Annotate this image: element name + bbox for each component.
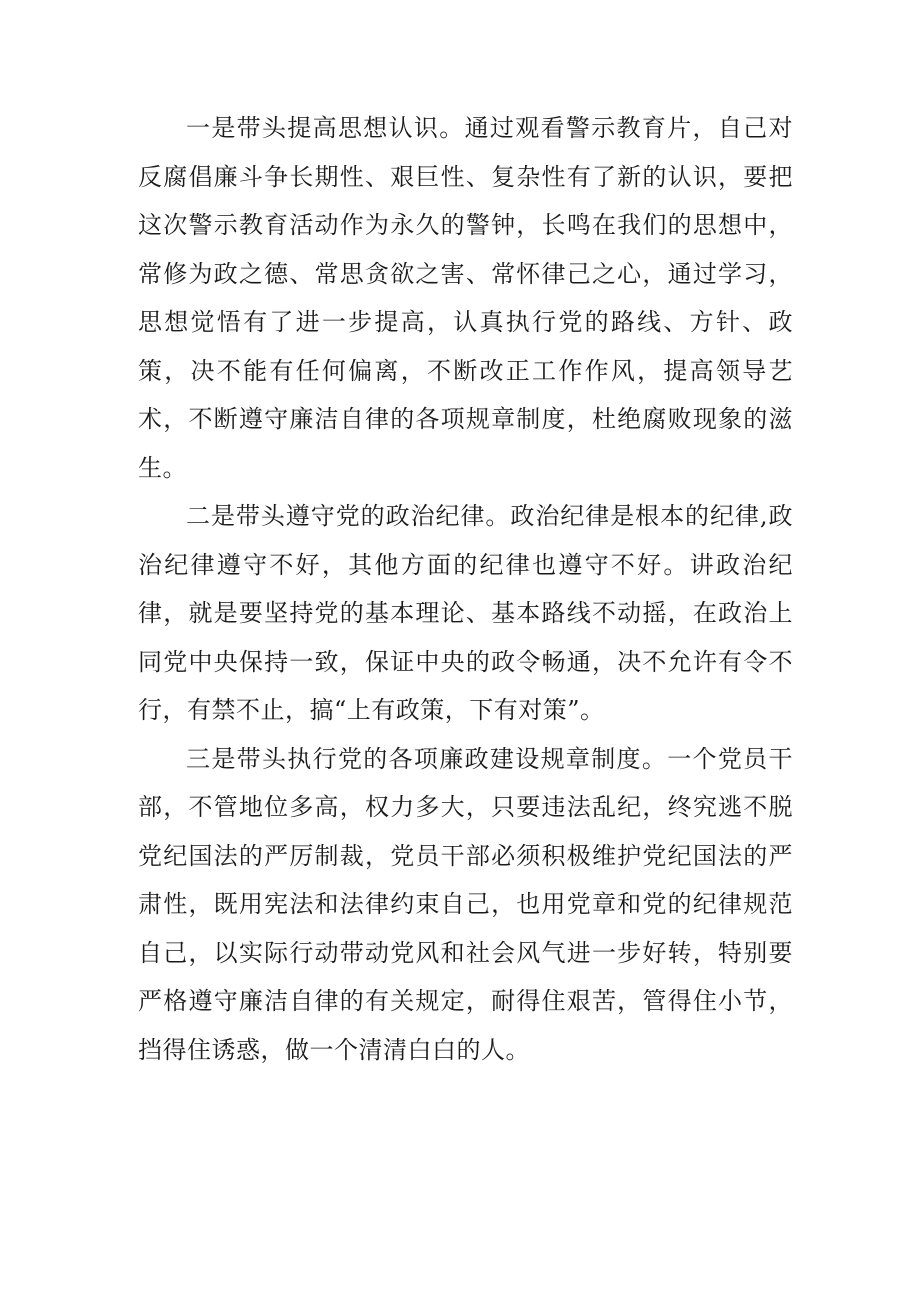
document-body (138, 104, 793, 1074)
paragraph-1: 一是带头提高思想认识。通过观看警示教育片，自己对反腐倡廉斗争长期性、艰巨性、复杂性有了新的认识，要把这次警示教育活动作为永久的警钟，长鸣在我们的思想中，常修为政之德、常思贪欲之害、常怀律己之心，通过学习，思想觉悟有了进一步提高，认真执行党的路线、方针、政策，决不能有任何偏离，不断改正工作作风，提高领导艺术，不断遵守廉洁自律的各项规章制度，杜绝腐败现象的滋生。 (138, 114, 793, 482)
paragraph-3: 三是带头执行党的各项廉政建设规章制度。一个党员干部，不管地位多高，权力多大，只要违法乱纪，终究逃不脱党纪国法的严厉制裁，党员干部必须积极维护党纪国法的严肃性，既用宪法和法律约束自己，也用党章和党的纪律规范自己，以实际行动带动党风和社会风气进一步好转，特别要严格遵守廉洁自律的有关规定，耐得住艰苦，管得住小节，挡得住诱惑，做一个清清白白的人。 (138, 744, 793, 1064)
paragraph-2: 二是带头遵守党的政治纪律。政治纪律是根本的纪律,政治纪律遵守不好，其他方面的纪律也遵守不好。讲政治纪律，就是要坚持党的基本理论、基本路线不动摇，在政治上同党中央保持一致，保证中央的政令畅通，决不允许有令不行，有禁不止，搞“上有政策，下有对策”。 (138, 502, 793, 724)
